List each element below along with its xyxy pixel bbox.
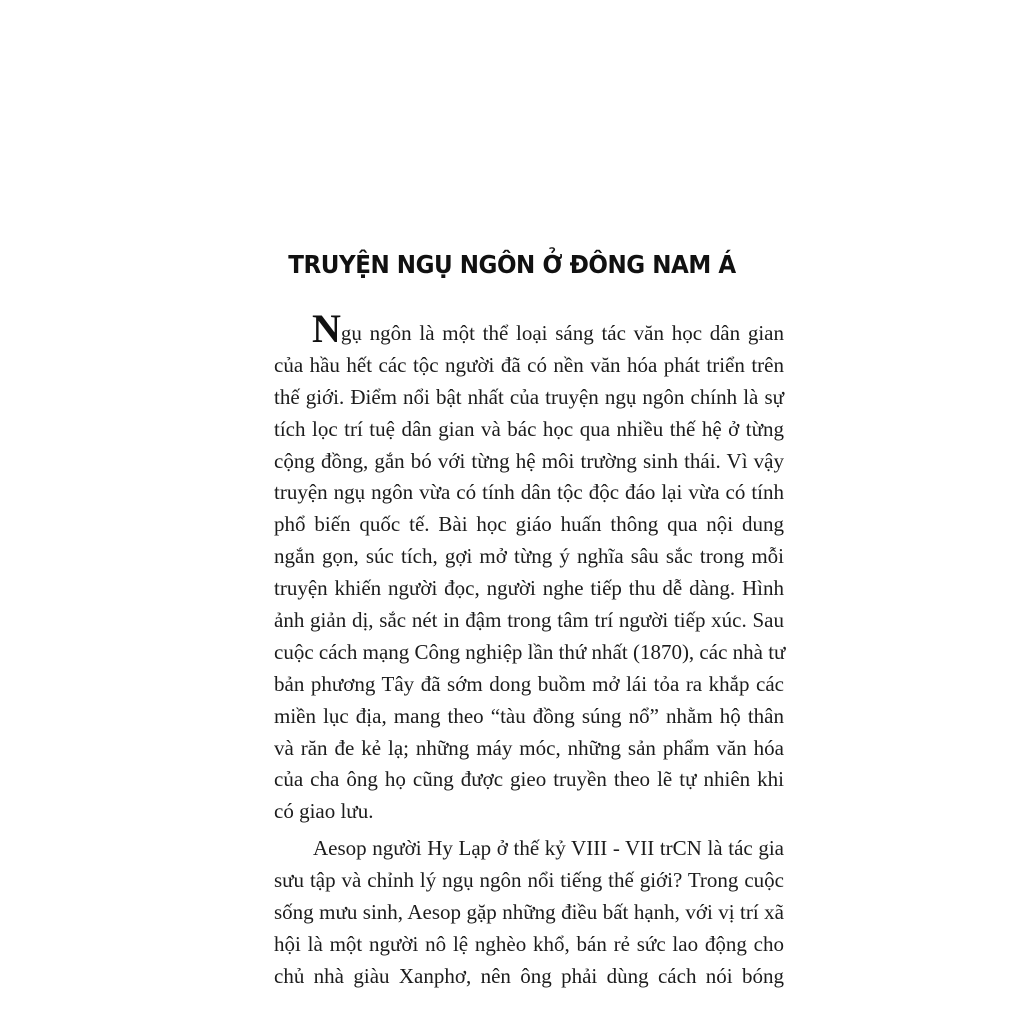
text-line: sống mưu sinh, Aesop gặp những điều bất hạnh, với vị trí xã [274, 900, 784, 925]
text-line: tích lọc trí tuệ dân gian và bác học qua nhiều thế hệ ở từng [274, 416, 784, 441]
text-line: của cha ông họ cũng được gieo truyền theo lẽ tự nhiên khi [274, 767, 784, 792]
text-line: và răn đe kẻ lạ; những máy móc, những sản phẩm văn hóa [274, 735, 784, 760]
text-line: sưu tập và chỉnh lý ngụ ngôn nổi tiếng thế giới? Trong cuộc [274, 868, 784, 893]
text-line: Aesop người Hy Lạp ở thế kỷ VIII - VII trCN là tác gia [313, 836, 784, 861]
text-line: ngắn gọn, súc tích, gợi mở từng ý nghĩa sâu sắc trong mỗi [274, 544, 784, 569]
text-line: Ngụ ngôn là một thể loại sáng tác văn học dân gian [312, 306, 784, 351]
text-line: chủ nhà giàu Xanphơ, nên ông phải dùng cách nói bóng [274, 963, 784, 988]
text-line: miền lục địa, mang theo “tàu đồng súng nổ” nhằm hộ thân [274, 703, 784, 728]
text-line: thế giới. Điểm nổi bật nhất của truyện ngụ ngôn chính là sự [274, 384, 784, 409]
paragraph-1 [274, 306, 786, 828]
text-line: truyện khiến người đọc, người nghe tiếp thu dễ dàng. Hình [274, 576, 784, 601]
text-line: hội là một người nô lệ nghèo khổ, bán rẻ sức lao động cho [274, 931, 784, 956]
paragraph-2 [274, 833, 784, 992]
chapter-title: TRUYỆN NGỤ NGÔN Ở ĐÔNG NAM Á [288, 250, 736, 279]
text-line: cộng đồng, gắn bó với từng hệ môi trường sinh thái. Vì vậy [274, 448, 784, 473]
text-line: của hầu hết các tộc người đã có nền văn hóa phát triển trên [274, 352, 784, 377]
text-line: bản phương Tây đã sớm dong buồm mở lái tỏa ra khắp các [274, 671, 784, 696]
text-line: có giao lưu. [274, 799, 374, 824]
text-line: cuộc cách mạng Công nghiệp lần thứ nhất (1870), các nhà tư [274, 639, 786, 664]
text-line: phổ biến quốc tế. Bài học giáo huấn thông qua nội dung [274, 512, 784, 537]
body-text [274, 306, 786, 993]
drop-cap: N [312, 306, 341, 351]
text-line: ảnh giản dị, sắc nét in đậm trong tâm trí người tiếp xúc. Sau [274, 608, 784, 633]
text-line: truyện ngụ ngôn vừa có tính dân tộc độc đáo lại vừa có tính [274, 480, 784, 505]
